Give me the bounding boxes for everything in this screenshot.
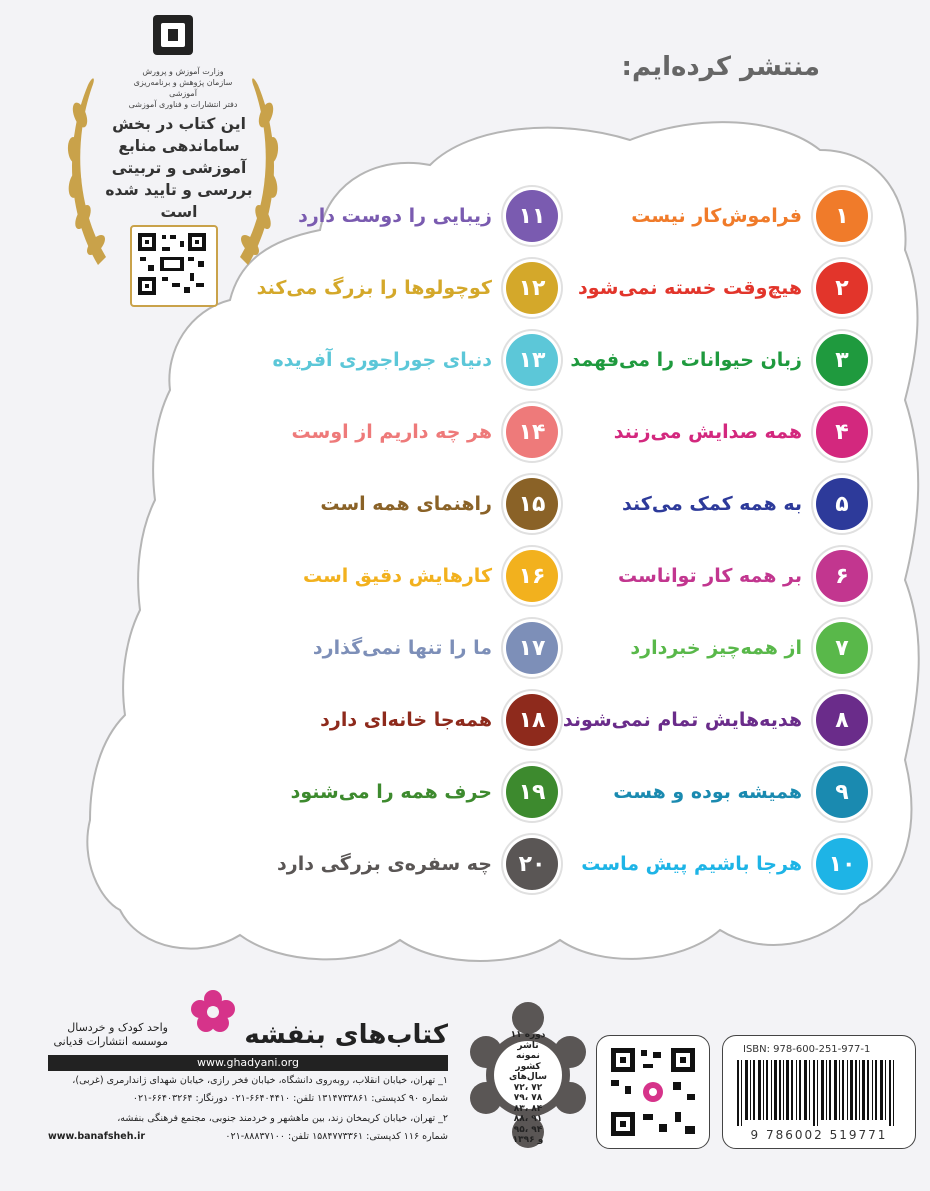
book-title: دنیای جوراجوری آفریده: [272, 349, 492, 371]
book-item: [218, 330, 558, 390]
book-title: فراموش‌کار نیست: [631, 205, 802, 227]
book-title: از همه‌چیز خبردارد: [630, 637, 802, 659]
book-title: هر چه داریم از اوست: [291, 421, 492, 443]
book-number-badge: ۱۴: [506, 406, 558, 458]
book-number-badge: ۱: [816, 190, 868, 242]
book-title: چه سفره‌ی بزرگی دارد: [277, 853, 492, 875]
book-item: [218, 474, 558, 534]
book-item: [218, 834, 558, 894]
publisher-logo-area: [48, 985, 448, 1065]
address-line: شماره ۹۰ کدپستی: ۱۳۱۴۷۳۳۸۶۱ تلفن: ۶۶۴۰۴۴۱۰-۰۲۱ دورنگار: ۶۶۴۰۳۲۶۴-۰۲۱: [132, 1093, 448, 1104]
publisher-website: www.ghadyani.org: [48, 1055, 448, 1071]
book-number-badge: ۱۰: [816, 838, 868, 890]
book-item: [218, 762, 558, 822]
book-title: کوچولوها را بزرگ می‌کند: [256, 277, 492, 299]
book-title: هیچ‌وقت خسته نمی‌شود: [578, 277, 802, 299]
book-number-badge: ۳: [816, 334, 868, 386]
book-number-badge: ۱۷: [506, 622, 558, 674]
award-line: کشور: [515, 1061, 541, 1072]
book-item: [218, 546, 558, 606]
book-number-badge: ۱۲: [506, 262, 558, 314]
isbn-barcode: [722, 1035, 916, 1149]
qr-code-icon: [132, 227, 212, 301]
address-line: شماره ۱۱۶ کدپستی: ۱۵۸۴۷۷۳۳۶۱ تلفن: ۸۸۸۳۷۱۰۰-۰۲۱: [225, 1131, 448, 1142]
barcode-digits: 9 786002 519771: [750, 1128, 888, 1142]
book-title: بر همه کار تواناست: [618, 565, 802, 587]
unit-line: واحد کودک و خردسال: [67, 1021, 168, 1034]
book-title: همه‌جا خانه‌ای دارد: [320, 709, 492, 731]
publisher-qr-code: [596, 1035, 710, 1149]
ministry-line: وزارت آموزش و پرورش: [142, 67, 224, 76]
book-number-badge: ۱۶: [506, 550, 558, 602]
address-line: ۱_ تهران، خیابان انقلاب، روبه‌روی دانشگاه، خیابان فخر رازی، خیابان شهدای ژاندارمری (غربی)،: [72, 1075, 448, 1086]
book-number-badge: ۱۱: [506, 190, 558, 242]
book-number-badge: ۶: [816, 550, 868, 602]
approval-qr-code: [130, 225, 218, 307]
book-number-badge: ۱۸: [506, 694, 558, 746]
award-line: ۸۸، ۹۱: [513, 1114, 543, 1124]
book-number-badge: ۱۵: [506, 478, 558, 530]
publisher-website-2: www.banafsheh.ir: [48, 1131, 146, 1142]
ministry-line: سازمان پژوهش و برنامه‌ریزی آموزشی: [133, 78, 233, 98]
ministry-line: دفتر انتشارات و فناوری آموزشی: [128, 100, 238, 109]
book-title: حرف همه را می‌شنود: [290, 781, 492, 803]
book-item: [528, 690, 868, 750]
award-line: ۷۹، ۷۸: [513, 1093, 543, 1103]
book-item: [218, 690, 558, 750]
book-item: [528, 402, 868, 462]
violet-flower-logo-icon: [188, 985, 238, 1035]
book-title: همه صدایش می‌زنند: [613, 421, 802, 443]
award-line: ناشر نمونه: [516, 1040, 540, 1061]
book-number-badge: ۴: [816, 406, 868, 458]
book-item: [528, 186, 868, 246]
book-number-badge: ۷: [816, 622, 868, 674]
address-line-row: [48, 1131, 448, 1142]
address-line: ۲_ تهران، خیابان کریمخان زند، بین ماهشهر و خردمند جنوبی، مجتمع فرهنگی بنفشه،: [117, 1113, 448, 1124]
published-heading: منتشر کرده‌ایم:: [621, 52, 820, 82]
book-title: ما را تنها نمی‌گذارد: [312, 637, 492, 659]
book-number-badge: ۸: [816, 694, 868, 746]
book-item: [218, 618, 558, 678]
award-line: ۹۵، ۹۴: [513, 1124, 543, 1135]
book-title: کارهایش دقیق است: [302, 565, 492, 587]
book-title: به همه کمک می‌کند: [622, 493, 802, 515]
book-number-badge: ۹: [816, 766, 868, 818]
book-item: [528, 330, 868, 390]
book-title: همیشه بوده و هست: [613, 781, 802, 803]
book-number-badge: ۲۰: [506, 838, 558, 890]
award-text: [505, 1030, 551, 1146]
book-item: [218, 258, 558, 318]
book-number-badge: ۲: [816, 262, 868, 314]
isbn-label: ISBN: 978-600-251-977-1: [743, 1044, 871, 1055]
award-line: ۷۲، ۷۲: [513, 1082, 543, 1093]
barcode-icon: [735, 1060, 903, 1126]
award-line: ۱۱ دوره: [510, 1030, 546, 1040]
book-number-badge: ۱۹: [506, 766, 558, 818]
approval-line: آموزشی و تربیتی: [111, 159, 247, 177]
book-item: [528, 546, 868, 606]
book-item: [528, 258, 868, 318]
award-line: ۸۳، ۸۴: [513, 1103, 543, 1114]
book-item: [528, 474, 868, 534]
unit-line: موسسه انتشارات قدیانی: [53, 1035, 168, 1048]
book-item: [218, 186, 558, 246]
ministry-name: [128, 66, 238, 110]
book-title: زبان حیوانات را می‌فهمد: [570, 349, 802, 371]
book-title: زیبایی را دوست دارد: [298, 205, 492, 227]
book-item: [528, 762, 868, 822]
approval-line: بررسی و تایید شده است: [105, 181, 253, 221]
approval-line: این کتاب در بخش: [112, 115, 246, 133]
book-title: هدیه‌هایش تمام نمی‌شوند: [562, 709, 802, 731]
book-number-badge: ۵: [816, 478, 868, 530]
book-title: راهنمای همه است: [320, 493, 492, 515]
publisher-brand: کتاب‌های بنفشه: [244, 1020, 448, 1050]
approval-line: ساماندهی منابع: [118, 137, 240, 155]
book-item: [528, 834, 868, 894]
award-line: سال‌های: [509, 1072, 547, 1082]
publisher-unit: [48, 1021, 168, 1049]
book-item: [218, 402, 558, 462]
book-title: هرجا باشیم پیش ماست: [581, 853, 802, 875]
award-line: و ۱۳۹۶: [512, 1135, 544, 1145]
qr-code-icon: [603, 1042, 703, 1142]
book-item: [528, 618, 868, 678]
book-number-badge: ۱۳: [506, 334, 558, 386]
